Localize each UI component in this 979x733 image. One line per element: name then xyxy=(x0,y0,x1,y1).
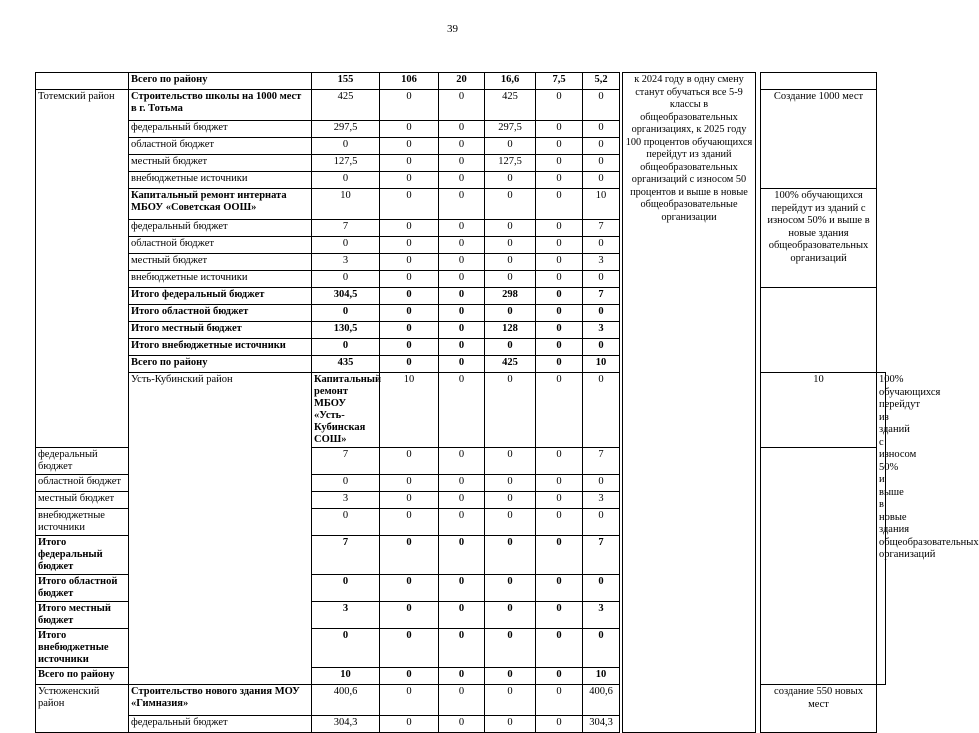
value-cell: 0 xyxy=(583,305,620,322)
value-cell: 0 xyxy=(485,602,536,629)
value-cell: 0 xyxy=(380,172,439,189)
value-cell: 298 xyxy=(485,288,536,305)
value-cell: 0 xyxy=(380,356,439,373)
value-cell: 0 xyxy=(439,536,485,575)
value-cell: 155 xyxy=(312,73,380,90)
value-cell: 0 xyxy=(380,685,439,716)
value-cell: 0 xyxy=(439,237,485,254)
value-cell: 0 xyxy=(536,668,583,685)
value-cell: 0 xyxy=(485,339,536,356)
value-cell: 7 xyxy=(583,536,620,575)
value-cell: 0 xyxy=(439,189,485,220)
value-cell: 3 xyxy=(312,602,380,629)
value-cell: 0 xyxy=(536,305,583,322)
value-cell: 0 xyxy=(536,685,583,716)
value-cell: 0 xyxy=(380,448,439,475)
value-cell: 0 xyxy=(380,121,439,138)
value-cell: 0 xyxy=(439,155,485,172)
value-cell: 0 xyxy=(485,254,536,271)
value-cell: 0 xyxy=(536,492,583,509)
value-cell: 0 xyxy=(536,716,583,733)
value-cell: 3 xyxy=(583,602,620,629)
value-cell: 400,6 xyxy=(312,685,380,716)
value-cell: 7 xyxy=(312,536,380,575)
value-cell: 3 xyxy=(583,254,620,271)
row-label: Всего по району xyxy=(36,668,129,685)
value-cell: 0 xyxy=(536,155,583,172)
value-cell: 0 xyxy=(485,373,536,448)
value-cell: 0 xyxy=(583,90,620,121)
row-label: федеральный бюджет xyxy=(36,448,129,475)
value-cell: 0 xyxy=(485,668,536,685)
value-cell: 0 xyxy=(439,475,485,492)
value-cell: 0 xyxy=(380,254,439,271)
value-cell: 0 xyxy=(439,716,485,733)
row-label: внебюджетные источники xyxy=(36,509,129,536)
value-cell: 0 xyxy=(439,602,485,629)
value-cell: 0 xyxy=(312,629,380,668)
value-cell: 0 xyxy=(536,602,583,629)
value-cell: 0 xyxy=(439,373,485,448)
value-cell: 0 xyxy=(485,475,536,492)
value-cell: 0 xyxy=(439,356,485,373)
value-cell: 0 xyxy=(485,575,536,602)
value-cell: 0 xyxy=(485,237,536,254)
row-label: областной бюджет xyxy=(129,237,312,254)
value-cell: 0 xyxy=(312,172,380,189)
row-label: внебюджетные источники xyxy=(129,172,312,189)
value-cell: 0 xyxy=(485,536,536,575)
row-label: федеральный бюджет xyxy=(129,716,312,733)
value-cell: 297,5 xyxy=(312,121,380,138)
value-cell: 0 xyxy=(312,138,380,155)
value-cell: 0 xyxy=(536,121,583,138)
value-cell: 10 xyxy=(583,189,620,220)
value-cell: 7 xyxy=(583,288,620,305)
value-cell: 0 xyxy=(485,685,536,716)
value-cell: 304,3 xyxy=(583,716,620,733)
value-cell: 0 xyxy=(583,155,620,172)
value-cell: 0 xyxy=(380,339,439,356)
value-cell: 304,3 xyxy=(312,716,380,733)
value-cell: 3 xyxy=(312,254,380,271)
value-cell: 10 xyxy=(583,668,620,685)
value-cell: 0 xyxy=(439,509,485,536)
value-cell: 0 xyxy=(536,288,583,305)
row-label: местный бюджет xyxy=(129,254,312,271)
value-cell: 5,2 xyxy=(583,73,620,90)
value-cell: 0 xyxy=(380,90,439,121)
value-cell: 425 xyxy=(312,90,380,121)
row-label: Итого федеральный бюджет xyxy=(36,536,129,575)
value-cell: 7,5 xyxy=(536,73,583,90)
value-cell: 0 xyxy=(380,536,439,575)
value-cell: 0 xyxy=(380,629,439,668)
value-cell: 0 xyxy=(536,220,583,237)
value-cell: 16,6 xyxy=(485,73,536,90)
value-cell: 425 xyxy=(485,90,536,121)
value-cell: 0 xyxy=(312,575,380,602)
value-cell: 0 xyxy=(536,575,583,602)
value-cell: 0 xyxy=(485,629,536,668)
value-cell: 0 xyxy=(439,322,485,339)
value-cell: 0 xyxy=(583,475,620,492)
row-label: местный бюджет xyxy=(129,155,312,172)
district-cell xyxy=(36,73,129,90)
row-label: Итого федеральный бюджет xyxy=(129,288,312,305)
value-cell: 0 xyxy=(312,475,380,492)
value-cell: 0 xyxy=(439,339,485,356)
row-label: Итого областной бюджет xyxy=(129,305,312,322)
value-cell: 10 xyxy=(312,189,380,220)
value-cell: 10 xyxy=(761,373,877,448)
value-cell: 425 xyxy=(485,356,536,373)
value-cell: 0 xyxy=(439,90,485,121)
value-cell: 0 xyxy=(485,305,536,322)
row-label: Итого областной бюджет xyxy=(36,575,129,602)
value-cell: 7 xyxy=(312,448,380,475)
value-cell: 0 xyxy=(485,220,536,237)
value-cell: 106 xyxy=(380,73,439,90)
value-cell: 0 xyxy=(439,138,485,155)
value-cell: 0 xyxy=(536,271,583,288)
value-cell: 3 xyxy=(583,492,620,509)
value-cell: 0 xyxy=(583,629,620,668)
value-cell: 0 xyxy=(583,271,620,288)
value-cell: 0 xyxy=(536,237,583,254)
project-title: Капитальный ремонт интерната МБОУ «Советская ООШ» xyxy=(129,189,312,220)
result-text: 100% обучающихся перейдут из зданий с износом 50% и выше в новые здания общеобразовательных организаций xyxy=(761,189,877,288)
district-name: Тотемский район xyxy=(36,90,129,448)
value-cell: 0 xyxy=(439,271,485,288)
value-cell: 127,5 xyxy=(312,155,380,172)
project-title: Строительство школы на 1000 мест в г. Тотьма xyxy=(129,90,312,121)
value-cell: 0 xyxy=(380,716,439,733)
value-cell: 0 xyxy=(439,575,485,602)
value-cell: 0 xyxy=(380,475,439,492)
value-cell: 0 xyxy=(380,509,439,536)
value-cell: 0 xyxy=(485,189,536,220)
value-cell: 0 xyxy=(583,509,620,536)
value-cell: 304,5 xyxy=(312,288,380,305)
result-text: Создание 1000 мест xyxy=(761,90,877,189)
row-label: внебюджетные источники xyxy=(129,271,312,288)
row-label: Итого местный бюджет xyxy=(36,602,129,629)
value-cell: 400,6 xyxy=(583,685,620,716)
value-cell: 0 xyxy=(536,629,583,668)
value-cell: 0 xyxy=(536,322,583,339)
value-cell: 0 xyxy=(380,602,439,629)
row-label: Итого внебюджетные источники xyxy=(36,629,129,668)
value-cell: 0 xyxy=(583,373,620,448)
value-cell: 0 xyxy=(380,492,439,509)
value-cell: 0 xyxy=(536,172,583,189)
value-cell: 0 xyxy=(380,237,439,254)
value-cell: 0 xyxy=(380,322,439,339)
row-label: Всего по району xyxy=(129,73,312,90)
value-cell: 0 xyxy=(583,575,620,602)
value-cell: 0 xyxy=(485,492,536,509)
row-label: федеральный бюджет xyxy=(129,220,312,237)
value-cell: 0 xyxy=(536,448,583,475)
value-cell: 0 xyxy=(583,237,620,254)
value-cell: 0 xyxy=(536,254,583,271)
value-cell: 0 xyxy=(380,288,439,305)
value-cell: 0 xyxy=(583,339,620,356)
value-cell: 7 xyxy=(583,220,620,237)
value-cell: 0 xyxy=(485,509,536,536)
value-cell: 0 xyxy=(583,172,620,189)
value-cell: 0 xyxy=(485,448,536,475)
value-cell: 0 xyxy=(380,271,439,288)
value-cell: 0 xyxy=(312,509,380,536)
row-label: Итого местный бюджет xyxy=(129,322,312,339)
value-cell: 0 xyxy=(312,339,380,356)
value-cell: 20 xyxy=(439,73,485,90)
value-cell: 0 xyxy=(439,172,485,189)
value-cell: 130,5 xyxy=(312,322,380,339)
value-cell: 0 xyxy=(439,220,485,237)
value-cell: 0 xyxy=(536,509,583,536)
value-cell: 7 xyxy=(312,220,380,237)
value-cell: 128 xyxy=(485,322,536,339)
value-cell: 0 xyxy=(536,475,583,492)
value-cell: 0 xyxy=(536,536,583,575)
value-cell: 0 xyxy=(536,189,583,220)
value-cell: 0 xyxy=(312,237,380,254)
value-cell: 0 xyxy=(380,575,439,602)
result-cell xyxy=(761,288,877,373)
value-cell: 127,5 xyxy=(485,155,536,172)
value-cell: 10 xyxy=(583,356,620,373)
value-cell: 435 xyxy=(312,356,380,373)
value-cell: 0 xyxy=(485,138,536,155)
value-cell: 0 xyxy=(439,492,485,509)
table-row xyxy=(36,73,886,90)
investment-table xyxy=(35,72,979,733)
project-title: Строительство нового здания МОУ «Гимназия» xyxy=(129,685,312,716)
value-cell: 3 xyxy=(312,492,380,509)
value-cell: 0 xyxy=(536,90,583,121)
value-cell: 0 xyxy=(439,288,485,305)
value-cell: 0 xyxy=(380,305,439,322)
value-cell: 0 xyxy=(536,339,583,356)
value-cell: 0 xyxy=(439,254,485,271)
value-cell: 0 xyxy=(583,138,620,155)
value-cell: 0 xyxy=(485,716,536,733)
value-cell: 0 xyxy=(312,305,380,322)
value-cell: 0 xyxy=(439,121,485,138)
project-title: Капитальный ремонт МБОУ «Усть-Кубинская СОШ» xyxy=(312,373,380,448)
value-cell: 0 xyxy=(439,448,485,475)
value-cell: 0 xyxy=(485,172,536,189)
row-label: федеральный бюджет xyxy=(129,121,312,138)
value-cell: 3 xyxy=(583,322,620,339)
value-cell: 0 xyxy=(439,668,485,685)
value-cell: 0 xyxy=(312,271,380,288)
result-text: 100% обучающихся перейдут из зданий с износом 50% и выше в новые здания общеобразовательных организаций xyxy=(877,373,886,685)
value-cell: 0 xyxy=(380,155,439,172)
result-text: создание 550 новых мест xyxy=(761,685,877,733)
value-cell: 297,5 xyxy=(485,121,536,138)
value-cell: 0 xyxy=(380,668,439,685)
row-label: областной бюджет xyxy=(36,475,129,492)
value-cell: 0 xyxy=(380,138,439,155)
value-cell: 0 xyxy=(439,305,485,322)
value-cell: 0 xyxy=(536,356,583,373)
district-name: Устюженский район xyxy=(36,685,129,733)
page-number: 39 xyxy=(447,23,458,35)
value-cell: 10 xyxy=(312,668,380,685)
row-label: Всего по району xyxy=(129,356,312,373)
value-cell: 0 xyxy=(583,121,620,138)
value-cell: 0 xyxy=(380,220,439,237)
value-cell: 0 xyxy=(380,189,439,220)
district-name: Усть-Кубинский район xyxy=(129,373,312,685)
value-cell: 10 xyxy=(380,373,439,448)
value-cell: 0 xyxy=(536,373,583,448)
result-cell xyxy=(761,73,877,90)
value-cell: 7 xyxy=(583,448,620,475)
notes-column: к 2024 году в одну смену станут обучаться все 5-9 классы в общеобразовательных организациях, к 2025 году 100 процентов обучающихся перейдут из зданий общеобразовательных организаций с износом 50 процентов и выше в новые общеобразовательные организации xyxy=(623,73,756,733)
row-label: Итого внебюджетные источники xyxy=(129,339,312,356)
value-cell: 0 xyxy=(485,271,536,288)
value-cell: 0 xyxy=(536,138,583,155)
value-cell: 0 xyxy=(439,685,485,716)
value-cell: 0 xyxy=(439,629,485,668)
row-label: местный бюджет xyxy=(36,492,129,509)
row-label: областной бюджет xyxy=(129,138,312,155)
